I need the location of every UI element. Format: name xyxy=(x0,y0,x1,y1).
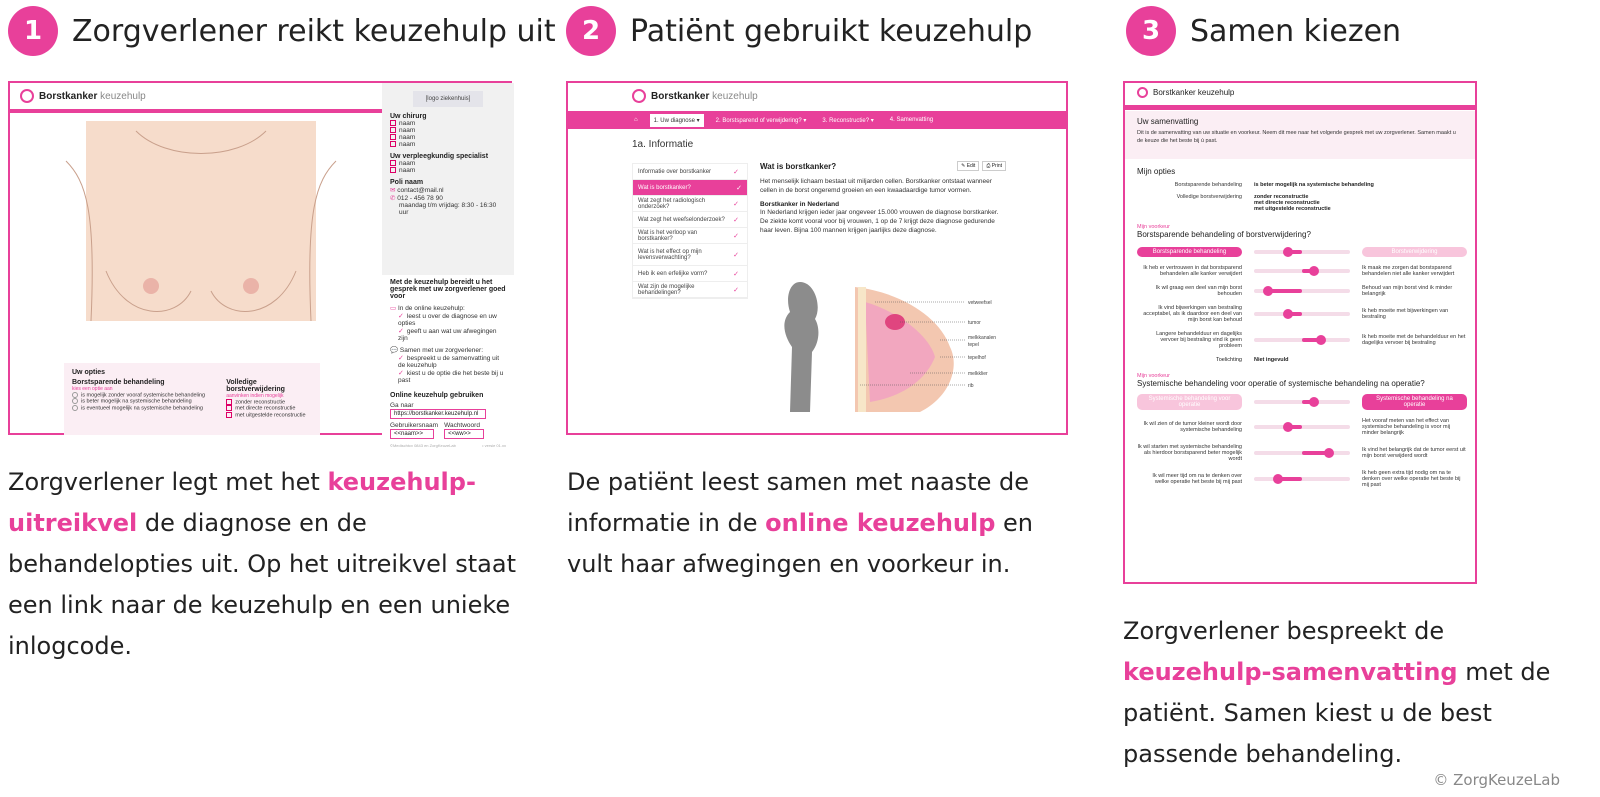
menu-item[interactable] xyxy=(633,212,747,228)
preference-pill-right: Borstverwijdering xyxy=(1362,247,1467,257)
consideration-row xyxy=(1137,418,1467,436)
home-icon[interactable]: ⌂ xyxy=(634,117,638,123)
menu-label: Wat zegt het weefselonderzoek? xyxy=(638,216,725,223)
together-label: Samen met uw zorgverlener: xyxy=(399,347,483,354)
consideration-row xyxy=(1137,305,1467,323)
step-number-badge: 1 xyxy=(8,6,58,56)
poli-hours: maandag t/m vrijdag: 8:30 - 16:30 uur xyxy=(399,202,497,216)
phone-icon: ✆ xyxy=(390,195,396,202)
slider-knob xyxy=(1273,474,1283,484)
desc-text: Zorgverlener bespreekt de xyxy=(1123,617,1445,645)
brand-name: Borstkanker xyxy=(1153,88,1196,97)
option-value: is beter mogelijk na systemische behandeling xyxy=(1254,182,1374,188)
consideration-right: Ik maak me zorgen dat borstsparend behandelen niet alle kanker verwijdert xyxy=(1362,265,1455,277)
password-field: <<ww>> xyxy=(444,429,484,439)
copyright-notice: © ZorgKeuzeLab xyxy=(1433,771,1560,789)
brand-logo xyxy=(1137,87,1234,98)
option-a-item: is mogelijk zonder vooraf systemische behandeling xyxy=(81,392,206,399)
breast-anatomy-illustration xyxy=(780,277,1010,417)
screen-icon: ▭ xyxy=(390,305,397,312)
check-icon: ✓ xyxy=(733,232,739,240)
together-item: kiest u de optie die het beste bij u past xyxy=(398,370,504,384)
check-icon: ✓ xyxy=(733,251,739,259)
desc-highlight: online keuzehulp xyxy=(765,509,996,537)
consideration-slider xyxy=(1254,269,1350,273)
edit-button[interactable]: ✎ Edit xyxy=(957,161,979,171)
username-label: Gebruikersnaam xyxy=(390,422,439,429)
main-nav xyxy=(568,111,1066,129)
consideration-right: Het vooraf meten van het effect van systemische behandeling is voor mij minder belangrijk xyxy=(1362,418,1451,436)
menu-item[interactable] xyxy=(633,266,747,282)
options-title: Mijn opties xyxy=(1137,167,1176,176)
slider-knob xyxy=(1263,286,1273,296)
brand-name: Borstkanker xyxy=(39,90,98,102)
option-b-sub: aanvinken indien mogelijk xyxy=(226,393,284,399)
step-title: Patiënt gebruikt keuzehulp xyxy=(630,13,1033,49)
check-icon: ✓ xyxy=(733,168,739,176)
step-2-header xyxy=(566,6,1032,56)
poli-phone: 012 - 456 78 90 xyxy=(397,195,443,202)
slider-knob xyxy=(1309,266,1319,276)
print-button[interactable]: ⎙ Print xyxy=(982,161,1006,171)
brand-name: Borstkanker xyxy=(651,90,710,102)
preference-label: Mijn voorkeur xyxy=(1137,224,1171,230)
brand-suffix: keuzehulp xyxy=(1195,88,1235,97)
handout-screenshot xyxy=(8,81,512,448)
hospital-logo-placeholder: [logo ziekenhuis] xyxy=(413,91,483,107)
poli-email: contact@mail.nl xyxy=(397,187,444,194)
desc-text: De patiënt leest samen met naaste de informatie in de xyxy=(567,468,1029,537)
anatomy-label: vetweefsel xyxy=(968,300,992,306)
username-field: <<naam>> xyxy=(390,429,434,439)
menu-item[interactable] xyxy=(633,282,747,298)
consideration-slider xyxy=(1254,289,1350,293)
desc-text: Zorgverlener legt met het xyxy=(8,468,328,496)
consideration-left: Ik vind bijwerkingen van bestraling acceptabel, als ik daardoor een deel van mijn borst kan behoud xyxy=(1143,305,1242,323)
chat-icon: 💬 xyxy=(390,347,399,354)
consideration-left: Ik wil meer tijd om na te denken over welke operatie het beste bij mij past xyxy=(1152,473,1242,485)
goto-label: Ga naar xyxy=(390,402,414,409)
prep-title: Met de keuzehulp bereidt u het gesprek met uw zorgverlener goed voor xyxy=(390,279,506,300)
content-paragraph: Het menselijk lichaam bestaat uit miljarden cellen. Borstkanker ontstaat wanneer cellen in de borst ongeremd groeien en een kwaadaardige tumor vormen. xyxy=(760,178,992,194)
option-a-item: is beter mogelijk na systemische behandeling xyxy=(81,398,192,405)
step-1-header xyxy=(8,6,556,56)
step-3-description xyxy=(1123,611,1573,775)
consideration-row xyxy=(1137,444,1467,462)
content-subhead: Borstkanker in Nederland xyxy=(760,201,840,208)
desc-highlight: keuzehulp-samenvatting xyxy=(1123,658,1458,686)
nav-tab-diagnose[interactable]: 1. Uw diagnose ▾ xyxy=(650,114,704,127)
option-value: met directe reconstructie xyxy=(1254,200,1320,206)
check-icon: ✓ xyxy=(733,216,739,224)
consideration-slider xyxy=(1254,312,1350,316)
preference-label: Mijn voorkeur xyxy=(1137,373,1171,379)
handout-footer-left: ©Medischtcv 0843 en ZorgKeuzeLab xyxy=(390,443,456,448)
menu-label: Informatie over borstkanker xyxy=(638,168,712,175)
option-value: zonder reconstructie xyxy=(1254,194,1309,200)
section-title: 1a. Informatie xyxy=(632,139,694,150)
desc-text: en vult haar afwegingen en voorkeur in. xyxy=(567,509,1034,578)
step-2-description xyxy=(567,462,1067,585)
slider-knob xyxy=(1283,247,1293,257)
slider-fill xyxy=(1268,289,1302,293)
step-1-description xyxy=(8,462,528,667)
check-icon: ✓ xyxy=(736,184,742,192)
explanation-value: Niet ingevuld xyxy=(1254,357,1289,363)
explanation-label: Toelichting xyxy=(1216,357,1242,363)
menu-item[interactable] xyxy=(633,244,747,266)
slider-knob xyxy=(1316,335,1326,345)
options-title: Uw opties xyxy=(72,369,106,376)
password-label: Wachtwoord xyxy=(444,422,480,429)
summary-body xyxy=(1137,167,1467,496)
consideration-slider xyxy=(1254,338,1350,342)
handout-footer-right: • versie 01.xx xyxy=(482,443,506,448)
menu-label: Wat zegt het radiologisch onderzoek? xyxy=(638,197,706,210)
consideration-right: Behoud van mijn borst vind ik minder belangrijk xyxy=(1362,285,1453,297)
preference-pill-left: Systemische behandeling voor operatie xyxy=(1137,394,1242,410)
question-title: Systemische behandeling voor operatie of systemische behandeling na operatie? xyxy=(1137,379,1425,388)
option-b-item: zonder reconstructie xyxy=(235,399,286,406)
option-label xyxy=(1137,206,1242,212)
nav-tab-reconstructie[interactable]: 3. Reconstructie? ▾ xyxy=(822,117,874,124)
poli-label: Poli naam xyxy=(390,179,424,186)
consideration-right: Ik heb moeite met de behandelduur en het dagelijks vervoer bij bestraling xyxy=(1362,334,1466,346)
consideration-right: Ik heb geen extra tijd nodig om na te denken over welke operatie het beste bij mij past xyxy=(1362,470,1461,488)
surgeon-label: Uw chirurg xyxy=(390,113,427,120)
consideration-slider xyxy=(1254,451,1350,455)
brand-suffix: keuzehulp xyxy=(709,90,758,102)
option-label: Volledige borstverwijdering xyxy=(1176,194,1242,200)
url-field: https://borstkanker.keuzehulp.nl xyxy=(390,409,486,419)
pink-divider xyxy=(10,109,382,113)
menu-item[interactable] xyxy=(633,164,747,180)
summary-title: Uw samenvatting xyxy=(1137,117,1199,126)
brand-logo xyxy=(632,89,758,103)
content-paragraph: In Nederland krijgen ieder jaar ongeveer 15.000 vrouwen de diagnose borstkanker. De ziekte komt vooral voor bij vrouwen, 1 op de 7 krijgt deze diagnose gedurende haar leven. Bijna 100 mannen krijgen jaarlijks deze diagnose. xyxy=(760,209,999,234)
option-value: met uitgestelde reconstructie xyxy=(1254,206,1331,212)
content-area xyxy=(760,161,1006,235)
menu-label: Wat is het effect op mijn levensverwachting? xyxy=(638,248,702,261)
anatomy-label: rib xyxy=(968,383,974,389)
online-label: In de online keuzehulp: xyxy=(397,305,465,312)
together-item: bespreekt u de samenvatting uit de keuzehulp xyxy=(398,355,500,369)
desc-text: de diagnose en de behandelopties uit. Op het uitreikvel staat een link naar de keuzehulp en een unieke inlogcode. xyxy=(8,509,516,660)
slider-knob xyxy=(1324,448,1334,458)
step-title: Samen kiezen xyxy=(1190,13,1402,49)
option-b-title: Volledige borstverwijdering xyxy=(226,379,285,393)
anatomy-label: melkkanalen xyxy=(968,335,997,341)
summary-screenshot xyxy=(1123,81,1477,584)
desc-text: met de patiënt. Samen kiest u de best passende behandeling. xyxy=(1123,658,1551,768)
desc-highlight: keuzehulp-uitreikvel xyxy=(8,468,476,537)
option-b-item: met uitgestelde reconstructie xyxy=(235,412,306,419)
torso-illustration xyxy=(66,121,336,361)
option-a-title: Borstsparende behandeling xyxy=(72,379,165,386)
anatomy-label: tumor xyxy=(968,320,981,326)
nav-tab-samenvatting[interactable]: 4. Samenvatting xyxy=(889,117,934,123)
check-icon: ✓ xyxy=(733,200,739,208)
online-item: leest u over de diagnose en uw opties xyxy=(398,313,497,327)
option-a-sub: kies een optie aan xyxy=(72,386,113,392)
summary-text: Dit is de samenvatting van uw situatie en voorkeur. Neem dit mee naar het volgende gesprek met uw zorgverlener. Samen maakt u de keuze die het beste bij ú past. xyxy=(1137,130,1456,144)
consideration-row xyxy=(1137,285,1467,297)
anatomy-label: melkklier xyxy=(968,371,988,377)
consideration-slider xyxy=(1254,477,1350,481)
option-label: Borstsparende behandeling xyxy=(1174,182,1242,188)
ribbon-icon xyxy=(632,89,646,103)
nav-tab-borstsparend[interactable]: 2. Borstsparend of verwijdering? ▾ xyxy=(715,117,807,124)
info-menu xyxy=(632,163,748,299)
menu-label: Wat is het verloop van borstkanker? xyxy=(638,229,698,242)
mail-icon: ✉ xyxy=(390,187,396,194)
step-number-badge: 3 xyxy=(1126,6,1176,56)
preference-pill-right: Systemische behandeling na operatie xyxy=(1362,394,1467,410)
option-b-item: met directe reconstructie xyxy=(235,405,296,412)
ribbon-icon xyxy=(1137,87,1148,98)
consideration-row xyxy=(1137,331,1467,349)
consideration-left: Ik wil graag een deel van mijn borst behouden xyxy=(1155,285,1242,297)
consideration-row xyxy=(1137,265,1467,277)
brand-logo xyxy=(20,89,146,103)
slider-knob xyxy=(1309,397,1319,407)
surgeon-name: naam xyxy=(399,127,416,134)
nurse-name: naam xyxy=(399,160,416,167)
surgeon-name: naam xyxy=(399,141,416,148)
prep-panel: Met de keuzehulp bereidt u het gesprek met uw zorgverlener goed voor ▭ In de online keuzehulp: ✓ leest u over de diagnose en uw opties ✓ geeft u aan wat uw afwegingen zijn 💬 Samen met uw zorgverlener: ✓ bespreekt u de samenvatting uit de keuzehulp ✓ kiest u de optie die het beste bij u past Online keuzehulp gebruiken Ga naar https://borstkanker.keuzehulp.nl Gebruikersnaam <<naam>> Wachtwoord <<ww>> ©Medischtcv 0843 en ZorgKeuzeLab • versie 01.xx xyxy=(382,275,514,437)
check-icon: ✓ xyxy=(733,270,739,278)
ribbon-icon xyxy=(20,89,34,103)
consideration-left: Langere behandelduur en dagelijks vervoer bij bestraling vind ik geen probleem xyxy=(1156,331,1242,349)
step-title: Zorgverlener reikt keuzehulp uit xyxy=(72,13,556,49)
online-item: geeft u aan wat uw afwegingen zijn xyxy=(398,328,497,342)
preference-pill-left: Borstsparende behandeling xyxy=(1137,247,1242,257)
preference-slider xyxy=(1254,400,1350,404)
consideration-row xyxy=(1137,470,1467,488)
consideration-right: Ik heb moeite met bijwerkingen van bestraling xyxy=(1362,308,1449,320)
step-3-header xyxy=(1126,6,1401,56)
summary-header xyxy=(1125,111,1475,159)
preference-slider xyxy=(1254,250,1350,254)
consideration-left: Ik wil zien of de tumor kleiner wordt door systemische behandeling xyxy=(1143,421,1242,433)
option-a-item: is eventueel mogelijk na systemische behandeling xyxy=(81,405,203,412)
slider-knob xyxy=(1283,309,1293,319)
anatomy-label: tepel xyxy=(968,342,979,348)
menu-label: Wat zijn de mogelijke behandelingen? xyxy=(638,283,695,296)
step-number-badge: 2 xyxy=(566,6,616,56)
surgeon-name: naam xyxy=(399,134,416,141)
nurse-label: Uw verpleegkundig specialist xyxy=(390,153,489,160)
question-title: Borstsparende behandeling of borstverwijdering? xyxy=(1137,230,1311,239)
consideration-right: Ik vind het belangrijk dat de tumor eerst uit mijn borst verwijderd wordt xyxy=(1362,447,1466,459)
check-icon: ✓ xyxy=(733,286,739,294)
online-tool-screenshot xyxy=(566,81,1068,435)
pink-divider xyxy=(1125,105,1475,110)
brand-suffix: keuzehulp xyxy=(97,90,146,102)
options-box xyxy=(64,363,320,435)
menu-item[interactable] xyxy=(633,196,747,212)
use-title: Online keuzehulp gebruiken xyxy=(390,392,484,399)
slider-knob xyxy=(1283,422,1293,432)
menu-item[interactable] xyxy=(633,228,747,244)
menu-label: Heb ik een erfelijke vorm? xyxy=(638,270,708,277)
consideration-slider xyxy=(1254,425,1350,429)
menu-label: Wat is borstkanker? xyxy=(638,184,691,191)
anatomy-label: tepelhof xyxy=(968,355,986,361)
surgeon-name: naam xyxy=(399,120,416,127)
consideration-left: Ik wil starten met systemische behandeling als hierdoor borstsparend beter mogelijk wordt xyxy=(1137,444,1242,462)
consideration-left: Ik heb er vertrouwen in dat borstsparend behandelen alle kanker verwijdert xyxy=(1143,265,1242,277)
content-title: Wat is borstkanker? xyxy=(760,161,837,171)
nurse-name: naam xyxy=(399,167,416,174)
menu-item-active[interactable] xyxy=(633,180,747,196)
